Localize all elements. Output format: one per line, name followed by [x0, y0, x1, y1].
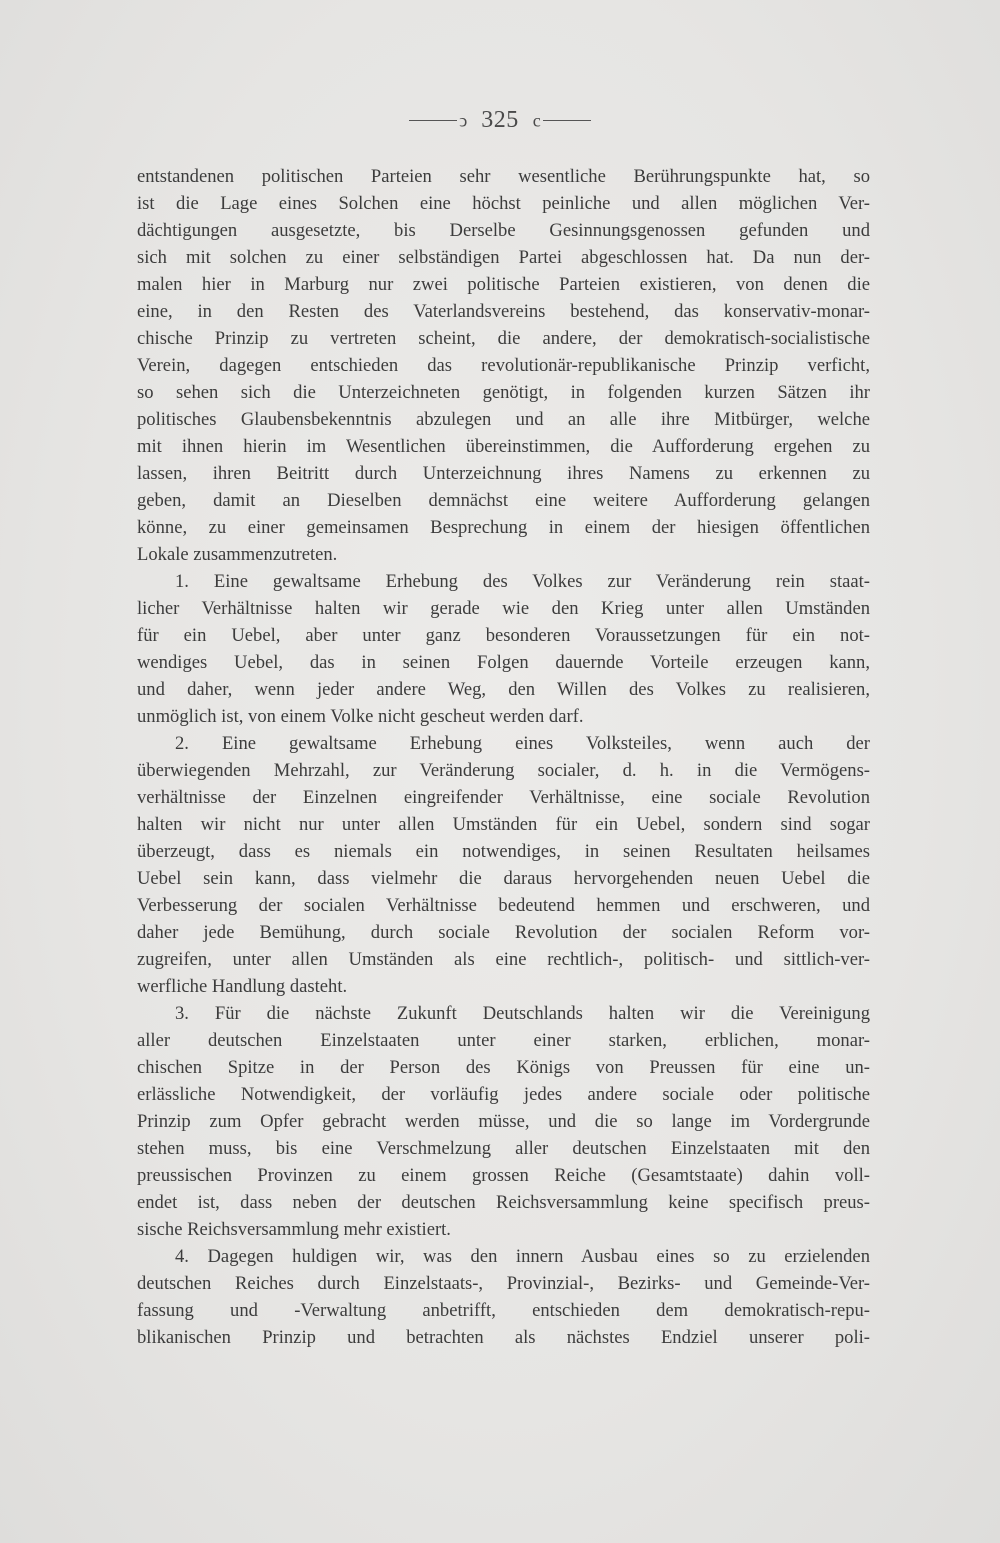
header-ornament-left: ↄ: [459, 110, 468, 131]
text-line: 2. Eine gewaltsame Erhebung eines Volksteiles, wenn auch der: [175, 733, 870, 754]
text-line: Verein, dagegen entschieden das revolutionär-republikanische Prinzip verficht,: [137, 355, 870, 376]
text-line: entstandenen politischen Parteien sehr wesentliche Berührungspunkte hat, so: [137, 166, 870, 187]
text-line: stehen muss, bis eine Verschmelzung aller deutschen Einzelstaaten mit den: [137, 1138, 870, 1159]
header-rule-right: [543, 120, 591, 121]
text-line: wendiges Uebel, das in seinen Folgen dauernde Vorteile erzeugen kann,: [137, 652, 870, 673]
text-line: daher jede Bemühung, durch sociale Revolution der socialen Reform vor-: [137, 922, 870, 943]
text-line: eine, in den Resten des Vaterlandsvereins bestehend, das konservativ-monar-: [137, 301, 870, 322]
text-line: dächtigungen ausgesetzte, bis Derselbe Gesinnungsgenossen gefunden und: [137, 220, 870, 241]
text-line: chischen Spitze in der Person des Königs von Preussen für eine un-: [137, 1057, 870, 1078]
text-line: 4. Dagegen huldigen wir, was den innern Ausbau eines so zu erzielenden: [175, 1246, 870, 1267]
text-line: überzeugt, dass es niemals ein notwendiges, in seinen Resultaten heilsames: [137, 841, 870, 862]
text-line: könne, zu einer gemeinsamen Besprechung in einem der hiesigen öffentlichen: [137, 517, 870, 538]
text-line: malen hier in Marburg nur zwei politische Parteien existieren, von denen die: [137, 274, 870, 295]
text-line: blikanischen Prinzip und betrachten als nächstes Endziel unserer poli-: [137, 1327, 870, 1348]
text-line: Prinzip zum Opfer gebracht werden müsse, und die so lange im Vordergrunde: [137, 1111, 870, 1132]
text-line: und daher, wenn jeder andere Weg, den Willen des Volkes zu realisieren,: [137, 679, 870, 700]
page-number: 325: [481, 107, 519, 134]
text-line: zugreifen, unter allen Umständen als eine rechtlich-, politisch- und sittlich-ver-: [137, 949, 870, 970]
text-line: aller deutschen Einzelstaaten unter einer starken, erblichen, monar-: [137, 1030, 870, 1051]
text-line: verhältnisse der Einzelnen eingreifender Verhältnisse, eine sociale Revolution: [137, 787, 870, 808]
text-line: deutschen Reiches durch Einzelstaats-, Provinzial-, Bezirks- und Gemeinde-Ver-: [137, 1273, 870, 1294]
text-line: erlässliche Notwendigkeit, der vorläufig jedes andere sociale oder politische: [137, 1084, 870, 1105]
page-header: [0, 104, 1000, 135]
text-line: licher Verhältnisse halten wir gerade wie den Krieg unter allen Umständen: [137, 598, 870, 619]
text-line: werfliche Handlung dasteht.: [137, 976, 348, 997]
text-line: mit ihnen hierin im Wesentlichen übereinstimmen, die Aufforderung ergehen zu: [137, 436, 870, 457]
header-rule-left: [409, 120, 457, 121]
text-line: überwiegenden Mehrzahl, zur Veränderung socialer, d. h. in die Vermögens-: [137, 760, 870, 781]
text-line: sische Reichsversammlung mehr existiert.: [137, 1219, 451, 1240]
text-line: geben, damit an Dieselben demnächst eine weitere Aufforderung gelangen: [137, 490, 870, 511]
text-line: sich mit solchen zu einer selbständigen Partei abgeschlossen hat. Da nun der-: [137, 247, 870, 268]
text-line: 3. Für die nächste Zukunft Deutschlands halten wir die Vereinigung: [175, 1003, 870, 1024]
text-line: endet ist, dass neben der deutschen Reichsversammlung keine specifisch preus-: [137, 1192, 870, 1213]
text-line: ist die Lage eines Solchen eine höchst peinliche und allen möglichen Ver-: [137, 193, 870, 214]
text-line: Uebel sein kann, dass vielmehr die daraus hervorgehenden neuen Uebel die: [137, 868, 870, 889]
text-line: chische Prinzip zu vertreten scheint, die andere, der demokratisch-socialistische: [137, 328, 870, 349]
text-line: unmöglich ist, von einem Volke nicht gescheut werden darf.: [137, 706, 584, 727]
text-line: halten wir nicht nur unter allen Umständen für ein Uebel, sondern sind sogar: [137, 814, 870, 835]
text-line: Lokale zusammenzutreten.: [137, 544, 338, 565]
body-text: [137, 163, 870, 1351]
text-line: für ein Uebel, aber unter ganz besonderen Voraussetzungen für ein not-: [137, 625, 870, 646]
text-line: so sehen sich die Unterzeichneten genötigt, in folgenden kurzen Sätzen ihr: [137, 382, 870, 403]
text-line: lassen, ihren Beitritt durch Unterzeichnung ihres Namens zu erkennen zu: [137, 463, 870, 484]
text-line: fassung und -Verwaltung anbetrifft, entschieden dem demokratisch-repu-: [137, 1300, 870, 1321]
header-ornament-right: c: [532, 110, 541, 131]
text-line: 1. Eine gewaltsame Erhebung des Volkes zur Veränderung rein staat-: [175, 571, 870, 592]
text-line: politisches Glaubensbekenntnis abzulegen und an alle ihre Mitbürger, welche: [137, 409, 870, 430]
text-line: Verbesserung der socialen Verhältnisse bedeutend hemmen und erschweren, und: [137, 895, 870, 916]
text-line: preussischen Provinzen zu einem grossen Reiche (Gesamtstaate) dahin voll-: [137, 1165, 870, 1186]
